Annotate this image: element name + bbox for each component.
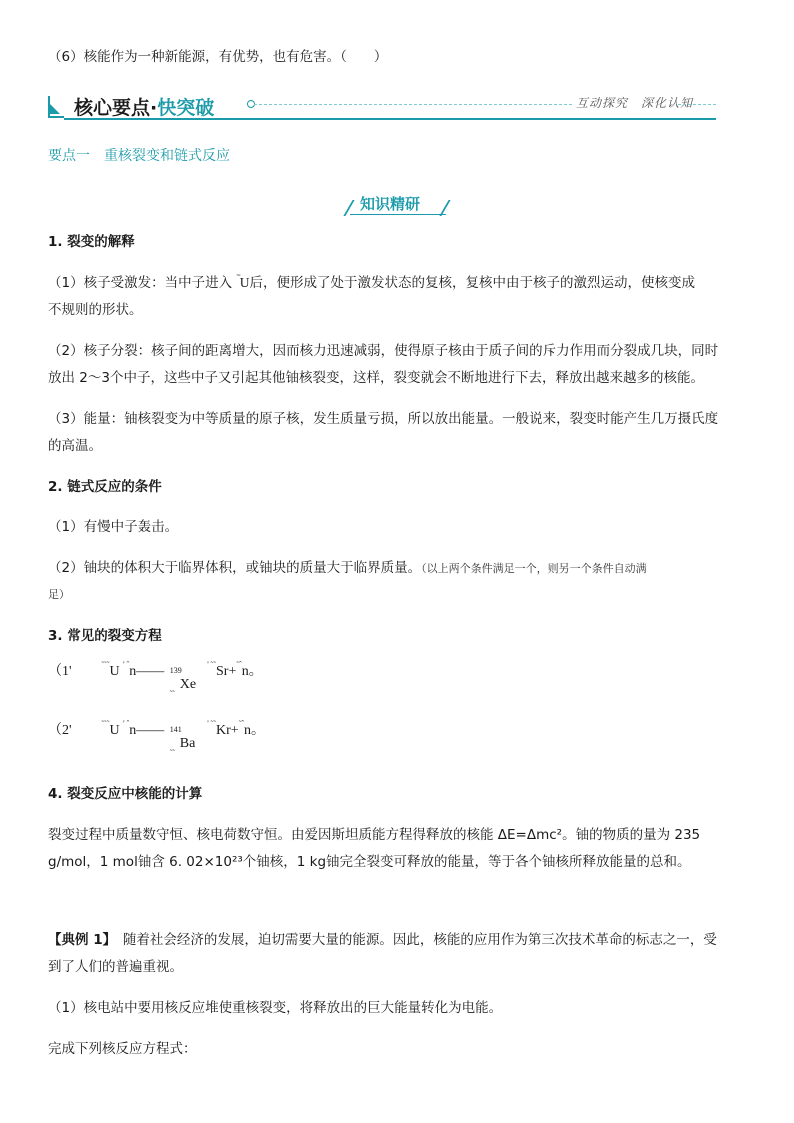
eq2-ba: Ba	[179, 736, 196, 751]
question-6: （6）核能作为一种新能源，有优势，也有危害。（ ）	[48, 49, 388, 65]
badge-label: 知识精研	[360, 195, 421, 213]
s1-p1-nuclide	[236, 275, 249, 290]
eq1-xe-bottom: ˜˜	[169, 689, 176, 698]
eq2-u-marks: ˜˜˜	[101, 719, 110, 728]
s4-p1-line1: 裂变过程中质量数守恒、核电荷数守恒。由爱因斯坦质能方程得释放的核能 ΔE=Δmc²。铀的物质的量为 235	[48, 827, 701, 843]
eq2-n2: n。	[244, 723, 266, 738]
eq1-n1: n——	[129, 664, 165, 679]
eq1-n2-marks: ˜ˆ	[236, 660, 242, 669]
eq2-kr-marks: ' ˜˜	[207, 719, 217, 728]
s2-note-b: 足）	[48, 588, 70, 601]
knowledge-badge	[340, 190, 455, 218]
example-p1a: 随着社会经济的发展，迫切需要大量的能源。因此，核能的应用作为第三次技术革命的标志之一，受	[109, 932, 717, 948]
eq2-u: U	[109, 723, 120, 738]
eq1-xe: Xe	[179, 677, 197, 692]
banner-dashes-right	[678, 104, 716, 105]
eq1-n2: n。	[241, 664, 263, 679]
s2-p2: （2）铀块的体积大于临界体积，或铀块的质量大于临界质量。	[48, 560, 422, 576]
s3-heading: 3. 常见的裂变方程	[48, 628, 162, 644]
s4-p1-line2: g/mol，1 mol铀含 6. 02×10²³个铀核，1 kg铀完全裂变可释放的能量，等于各个铀核所释放能量的总和。	[48, 854, 691, 870]
eq1-sr-marks: ' ˜˜	[207, 660, 217, 669]
s1-p2-line1: （2）核子分裂：核子间的距离增大，因而核力迅速减弱，使得原子核由于质子间的斥力作用而分裂成几块，同时	[48, 343, 719, 359]
banner-dashes	[254, 104, 572, 105]
equation-1	[48, 660, 263, 698]
equation-2	[48, 719, 266, 757]
badge-underline	[350, 214, 446, 215]
example-label: 【典例 1】	[48, 932, 110, 948]
s1-p1-a: （1）核子受激发：当中子进入	[48, 275, 233, 291]
banner-triangle-icon	[50, 104, 60, 114]
example-p3: 完成下列核反应方程式：	[48, 1041, 197, 1057]
s1-p2-line2: 放出 2～3个中子，这些中子又引起其他铀核裂变，这样，裂变就会不断地进行下去，释放出越来越多的核能。	[48, 370, 704, 386]
s1-p1-line2: 不规则的形状。	[48, 302, 143, 318]
example-p2: （1）核电站中要用核反应堆使重核裂变，将释放出的巨大能量转化为电能。	[48, 1000, 503, 1016]
banner-title	[74, 93, 214, 120]
banner-underline	[64, 118, 716, 120]
s1-p3-line2: 的高温。	[48, 438, 102, 454]
s2-p1: （1）有慢中子轰击。	[48, 519, 179, 535]
eq2-ba-bottom: ˜˜	[169, 748, 176, 757]
s1-heading: 1. 裂变的解释	[48, 234, 135, 250]
banner-title-accent: 快突破	[157, 97, 215, 119]
example-line2: 到了人们的普遍重视。	[48, 959, 183, 975]
s1-p1-line1	[48, 270, 746, 298]
banner-title-black: 核心要点	[74, 97, 151, 119]
s1-p1-nuclide-marks: ˜˜	[236, 273, 240, 282]
s2-heading: 2. 链式反应的条件	[48, 479, 162, 495]
banner-title-dot: ·	[150, 97, 158, 119]
section-heading: 要点一 重核裂变和链式反应	[48, 148, 230, 164]
example-line1	[48, 927, 746, 953]
eq2-n1: n——	[129, 723, 165, 738]
eq1-index: （1'	[48, 664, 72, 679]
section-banner	[48, 88, 716, 122]
s2-note-a: （以上两个条件满足一个，则另一个条件自动满	[421, 562, 647, 575]
eq2-kr: Kr+	[216, 723, 239, 738]
eq2-n-marks: ' ˆ	[123, 719, 130, 728]
s1-p3-line1: （3）能量：铀核裂变为中等质量的原子核，发生质量亏损，所以放出能量。一般说来，裂变时能产生几万摄氏度	[48, 411, 719, 427]
s1-p1-b: 后，便形成了处于激发状态的复核，复核中由于核子的激烈运动，使核变成	[249, 275, 695, 291]
eq2-n2-marks: ˜ˆ	[238, 719, 245, 728]
banner-subtitle: 互动探究 深化认知	[576, 96, 694, 110]
eq1-u-marks: ˜˜˜	[101, 660, 110, 669]
s4-heading: 4. 裂变反应中核能的计算	[48, 786, 203, 802]
eq1-sr: Sr+	[216, 664, 237, 679]
eq1-u: U	[109, 664, 120, 679]
eq2-index: （2'	[48, 723, 72, 738]
s1-p1-u: U	[239, 275, 250, 290]
eq2-ba-top: 141	[169, 725, 182, 734]
eq1-xe-top: 139	[169, 666, 182, 675]
eq1-n-marks: ' ˆ	[123, 660, 130, 669]
s2-p2-line1	[48, 555, 746, 582]
